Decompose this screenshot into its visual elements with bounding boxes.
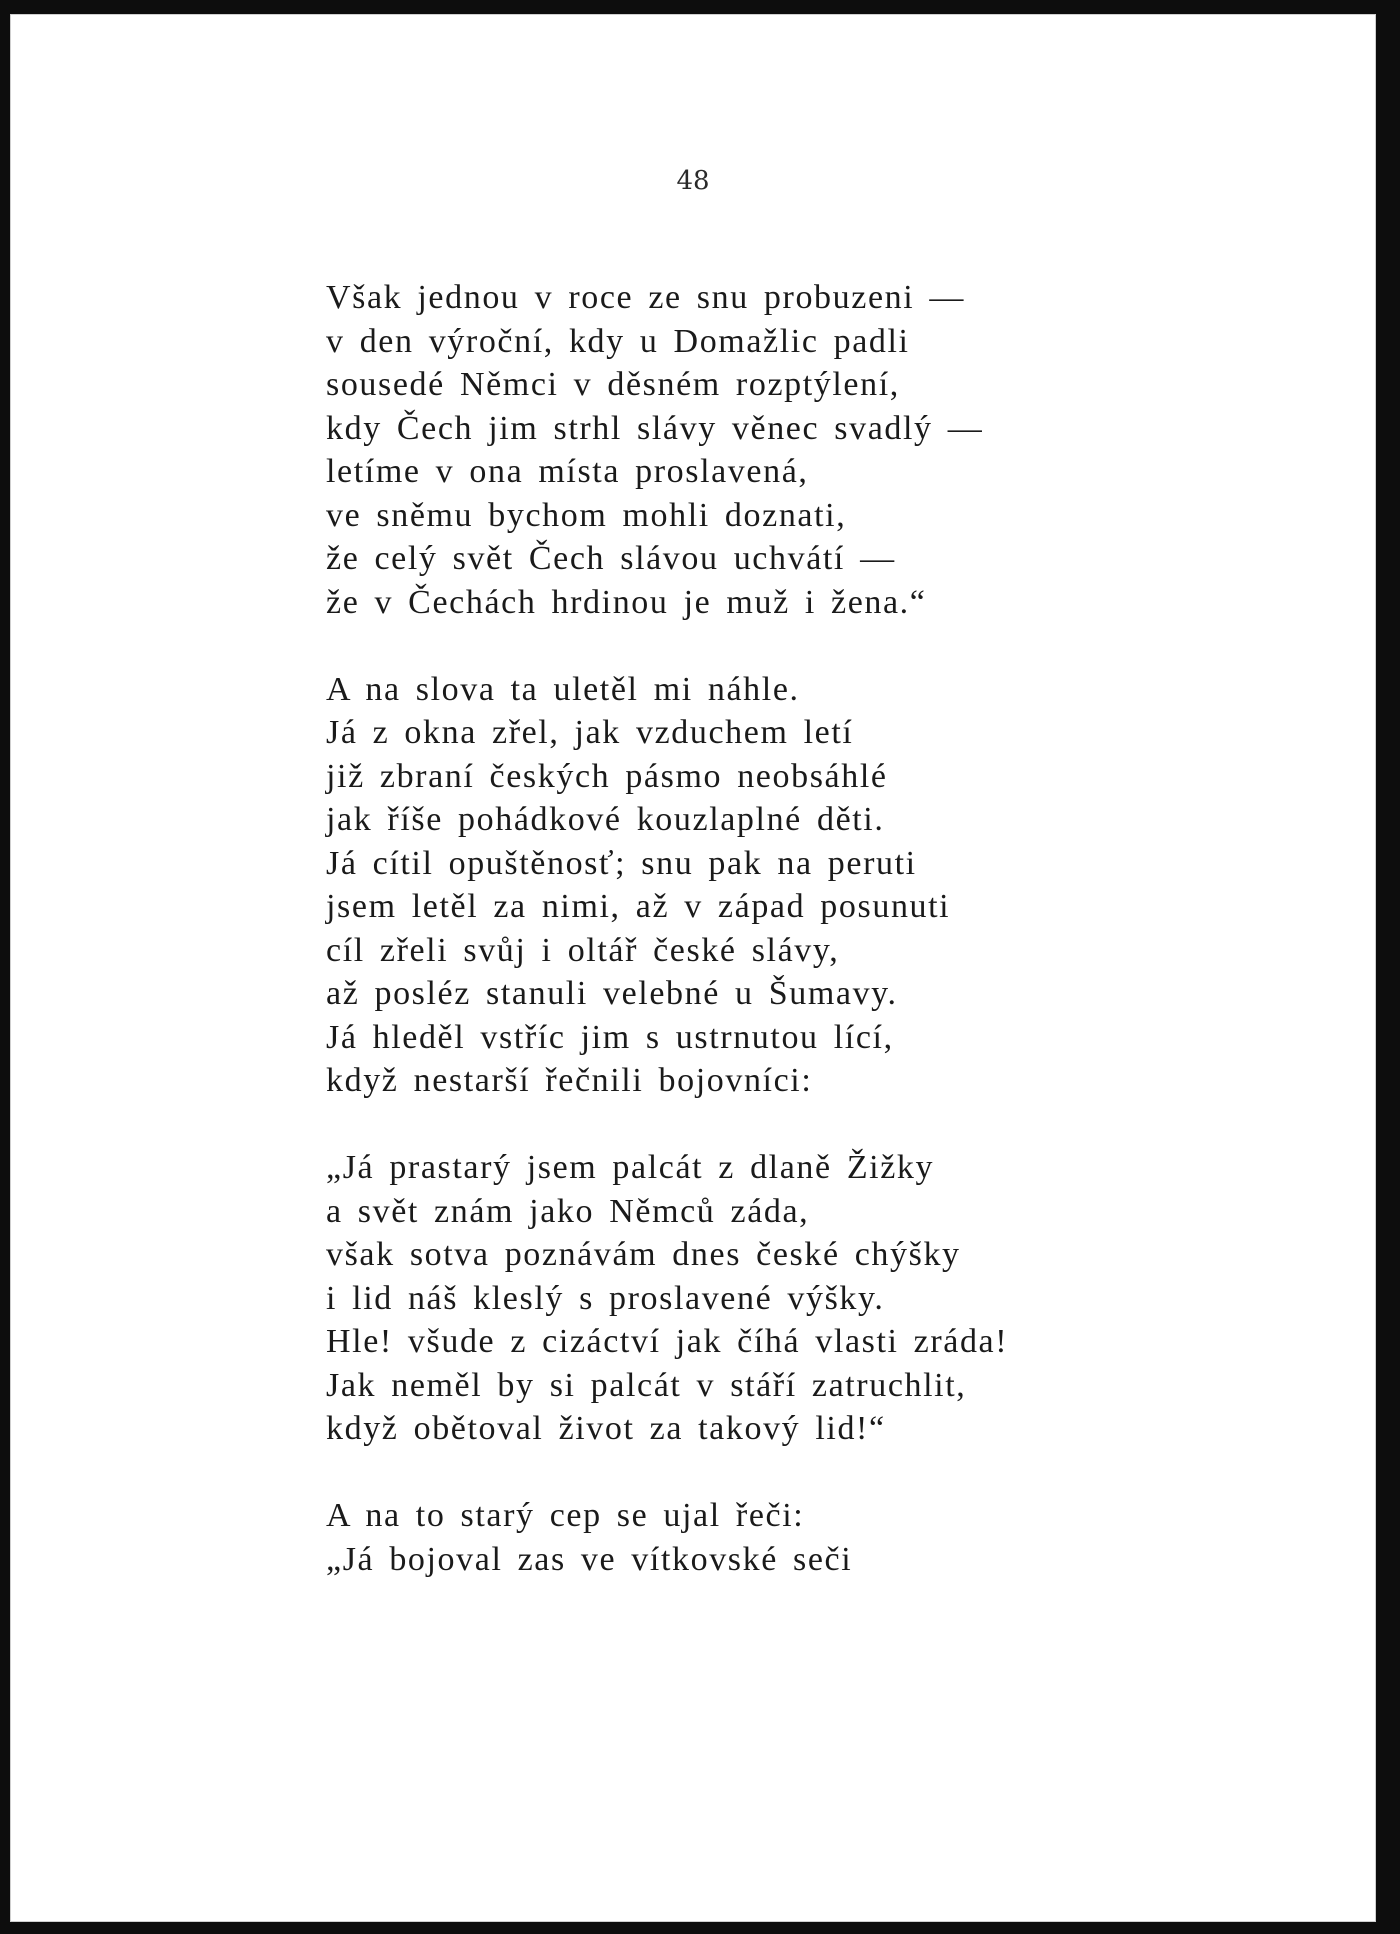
poem-line: když nestarší řečnili bojovníci:: [326, 1062, 813, 1099]
poem-line: Já hleděl vstříc jim s ustrnutou lící,: [326, 1018, 894, 1056]
poem-line: A na slova ta uletěl mi náhle.: [326, 670, 800, 708]
poem-line: až posléz stanuli velebné u Šumavy.: [326, 975, 898, 1012]
stanza: [326, 668, 1326, 1103]
poem-line: A na to starý cep se ujal řeči:: [326, 1497, 805, 1534]
poem-line: jak říše pohádkové kouzlaplné děti.: [326, 801, 885, 838]
poem-line: v den výroční, kdy u Domažlic padli: [326, 322, 910, 360]
poem-line: jsem letěl za nimi, až v západ posunuti: [326, 888, 951, 925]
poem-line: Já cítil opuštěnosť; snu pak na peruti: [326, 844, 917, 882]
poem-line: Hle! všude z cizáctví jak číhá vlasti zráda!: [326, 1323, 1009, 1360]
poem-line: že v Čechách hrdinou je muž i žena.“: [326, 583, 927, 621]
poem-line: letíme v ona místa proslavená,: [326, 453, 809, 490]
page-number: 48: [676, 166, 710, 196]
stanza: [326, 1146, 1326, 1451]
poem-line: „Já prastarý jsem palcát z dlaně Žižky: [326, 1149, 935, 1186]
poem-line: když obětoval život za takový lid!“: [326, 1410, 886, 1447]
stanza: [326, 1494, 1326, 1581]
poem-text: [326, 276, 1326, 1581]
poem-line: a svět znám jako Němců záda,: [326, 1192, 810, 1230]
book-page: [10, 14, 1376, 1922]
stanza: [326, 276, 1326, 624]
poem-line: cíl zřeli svůj i oltář české slávy,: [326, 931, 840, 969]
poem-line: kdy Čech jim strhl slávy věnec svadlý —: [326, 409, 984, 447]
poem-line: Však jednou v roce ze snu probuzeni —: [326, 279, 965, 316]
poem-line: „Já bojoval zas ve vítkovské seči: [326, 1540, 853, 1578]
poem-line: i lid náš kleslý s proslavené výšky.: [326, 1279, 885, 1317]
poem-line: Já z okna zřel, jak vzduchem letí: [326, 714, 854, 751]
poem-line: již zbraní českých pásmo neobsáhlé: [326, 757, 888, 795]
poem-line: ve sněmu bychom mohli doznati,: [326, 496, 847, 534]
poem-line: Jak neměl by si palcát v stáří zatruchlit,: [326, 1366, 967, 1404]
poem-line: však sotva poznávám dnes české chýšky: [326, 1236, 961, 1273]
poem-line: sousedé Němci v děsném rozptýlení,: [326, 366, 900, 403]
poem-line: že celý svět Čech slávou uchvátí —: [326, 540, 896, 577]
